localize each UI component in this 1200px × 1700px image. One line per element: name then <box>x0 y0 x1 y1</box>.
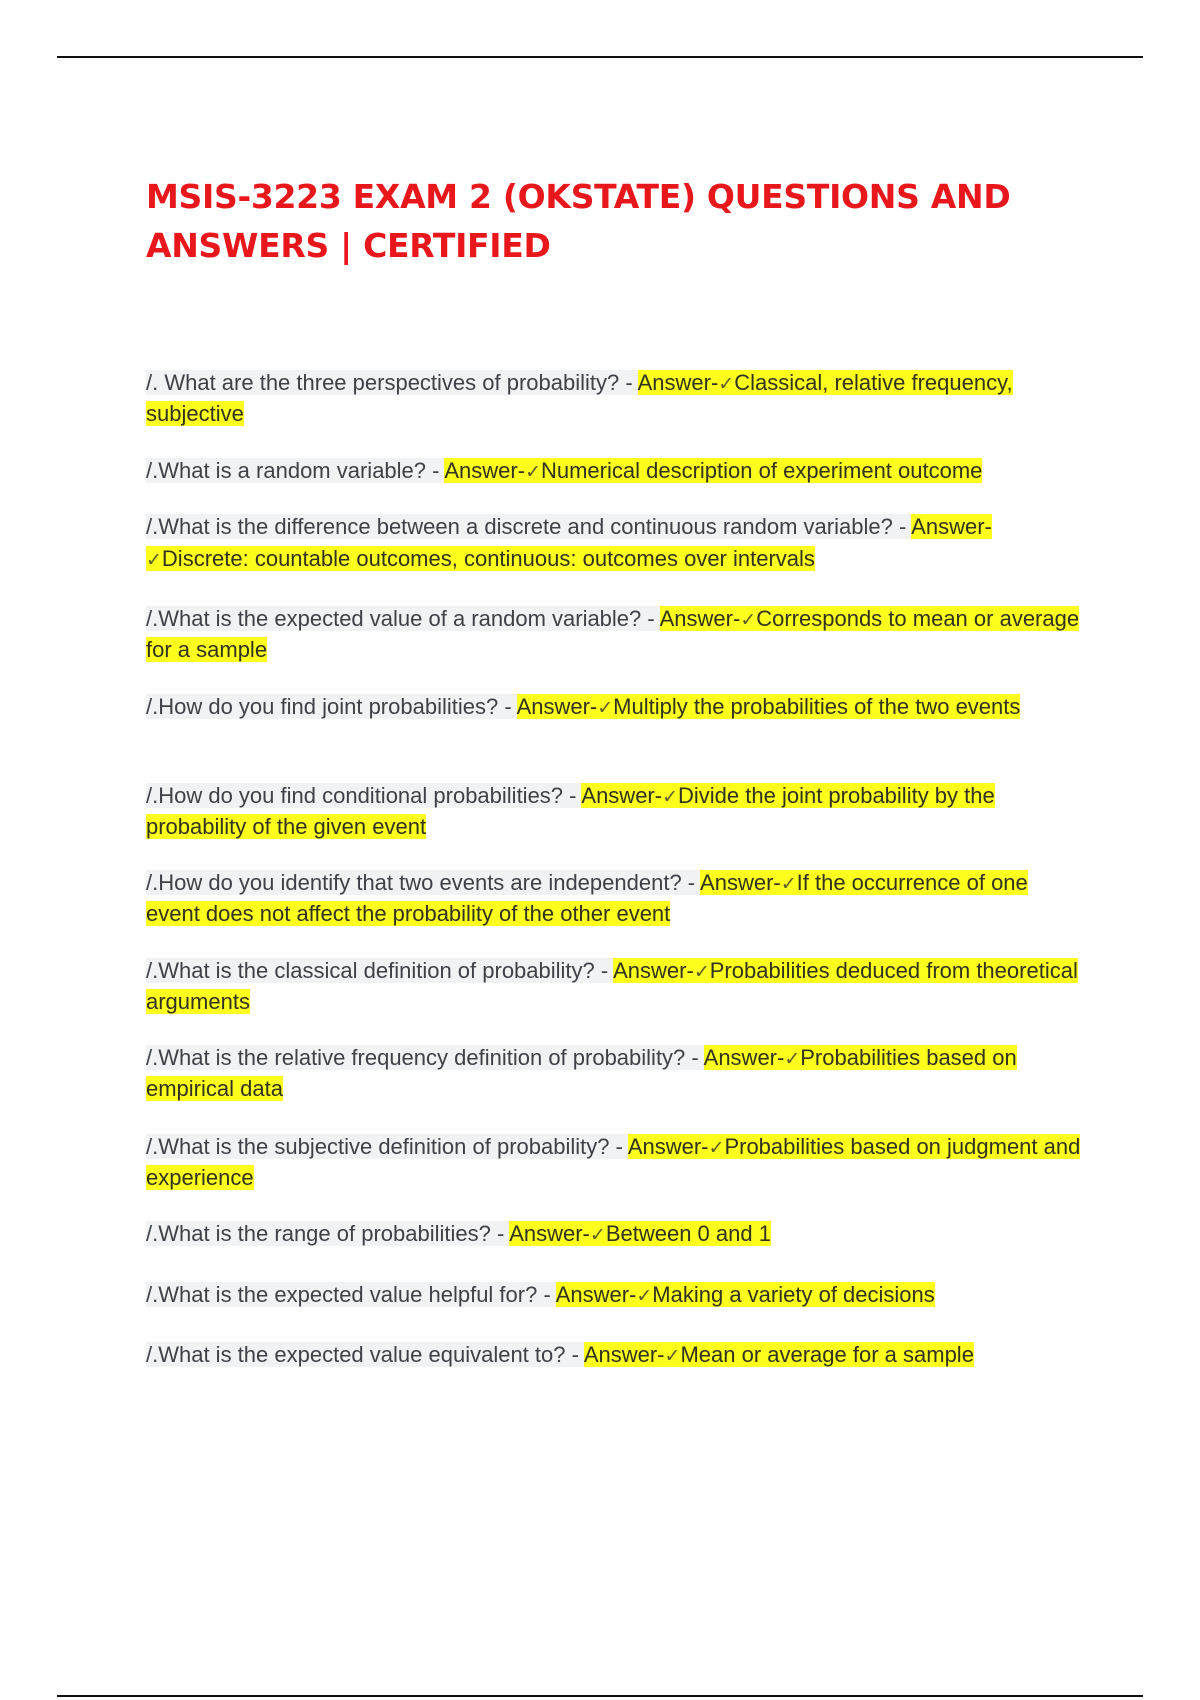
check-icon: ✓ <box>589 1224 606 1246</box>
qa-item <box>146 956 1086 1016</box>
qa-item <box>146 692 1086 723</box>
answer-prefix: Answer- <box>659 606 741 631</box>
answer-text <box>556 1282 935 1307</box>
separator: - <box>563 783 582 808</box>
answer-prefix: Answer- <box>613 958 694 983</box>
separator: - <box>619 370 638 395</box>
question-text: /.What is the relative frequency definition of probability? <box>146 1045 686 1070</box>
answer-text <box>444 458 982 483</box>
answer-body: Probabilities based on judgment and experience <box>146 1134 1081 1190</box>
answer-body: Mean or average for a sample <box>680 1342 974 1367</box>
check-icon: ✓ <box>784 1048 801 1070</box>
qa-item <box>146 604 1086 664</box>
top-rule <box>57 56 1143 58</box>
answer-body: Probabilities deduced from theoretical arguments <box>146 958 1078 1014</box>
answer-prefix: Answer- <box>516 694 598 719</box>
answer-prefix: Answer- <box>583 1342 665 1367</box>
question-text: /.What is a random variable? <box>146 458 427 483</box>
answer-body: Between 0 and 1 <box>605 1221 771 1246</box>
check-icon: ✓ <box>597 697 614 719</box>
answer-body: Probabilities based on empirical data <box>146 1045 1017 1101</box>
answer-prefix: Answer- <box>581 783 663 808</box>
check-icon: ✓ <box>664 1345 681 1367</box>
answer-body: Classical, relative frequency, subjective <box>146 370 1013 426</box>
qa-item <box>146 1280 1086 1311</box>
separator: - <box>892 514 912 539</box>
check-icon: ✓ <box>780 873 797 895</box>
answer-prefix: Answer- <box>637 370 719 395</box>
check-icon: ✓ <box>740 609 757 631</box>
qa-item <box>146 511 1086 576</box>
question-text: /.What is the range of probabilities? <box>146 1221 491 1246</box>
qa-item <box>146 1340 1086 1371</box>
separator: - <box>498 694 517 719</box>
answer-prefix: Answer- <box>700 870 781 895</box>
question-text: /.How do you find joint probabilities? <box>146 694 499 719</box>
separator: - <box>565 1342 584 1367</box>
check-icon: ✓ <box>146 549 162 571</box>
answer-prefix: Answer- <box>703 1045 785 1070</box>
separator: - <box>490 1221 510 1246</box>
answer-body: Divide the joint probability by the probability of the given event <box>146 783 995 839</box>
question-text: /. What are the three perspectives of probability? <box>146 370 620 395</box>
check-icon: ✓ <box>718 373 735 395</box>
question-text: /.What is the subjective definition of probability? <box>146 1134 610 1159</box>
question-text: /.What is the classical definition of probability? <box>146 958 595 983</box>
qa-item <box>146 868 1086 928</box>
answer-text <box>584 1342 974 1367</box>
qa-item <box>146 456 1086 487</box>
answer-text <box>517 694 1021 719</box>
answer-body: If the occurrence of one event does not affect the probability of the other event <box>146 870 1028 926</box>
answer-body: Numerical description of experiment outcome <box>540 458 983 483</box>
check-icon: ✓ <box>693 961 710 983</box>
check-icon: ✓ <box>708 1137 725 1159</box>
document-title: MSIS-3223 EXAM 2 (OKSTATE) QUESTIONS AND ANSWERS | CERTIFIED <box>146 177 1011 265</box>
question-text: /.How do you find conditional probabilities? <box>146 783 564 808</box>
separator: - <box>426 458 445 483</box>
separator: - <box>681 870 701 895</box>
qa-item <box>146 1132 1086 1192</box>
answer-body: Making a variety of decisions <box>652 1282 935 1307</box>
answer-prefix: Answer- <box>627 1134 709 1159</box>
answer-body: Corresponds to mean or average for a sample <box>146 606 1080 662</box>
check-icon: ✓ <box>662 786 678 808</box>
qa-item <box>146 781 1086 841</box>
qa-item <box>146 1043 1086 1103</box>
question-text: /.What is the expected value of a random variable? <box>146 606 642 631</box>
question-text: /.What is the expected value equivalent to? <box>146 1342 566 1367</box>
answer-body: Discrete: countable outcomes, continuous: outcomes over intervals <box>161 546 815 571</box>
separator: - <box>609 1134 628 1159</box>
separator: - <box>641 606 660 631</box>
check-icon: ✓ <box>636 1285 653 1307</box>
qa-item <box>146 368 1086 428</box>
answer-body: Multiply the probabilities of the two events <box>613 694 1021 719</box>
check-icon: ✓ <box>525 461 541 483</box>
answer-prefix: Answer- <box>444 458 526 483</box>
answer-text <box>509 1221 771 1246</box>
bottom-rule <box>57 1695 1143 1697</box>
separator: - <box>537 1282 556 1307</box>
question-text: /.What is the expected value helpful for? <box>146 1282 538 1307</box>
answer-prefix: Answer- <box>911 514 992 539</box>
question-text: /.What is the difference between a discrete and continuous random variable? <box>146 514 893 539</box>
answer-prefix: Answer- <box>555 1282 637 1307</box>
answer-prefix: Answer- <box>509 1221 590 1246</box>
qa-item <box>146 1219 1086 1250</box>
separator: - <box>685 1045 704 1070</box>
question-text: /.How do you identify that two events are independent? <box>146 870 682 895</box>
separator: - <box>594 958 614 983</box>
